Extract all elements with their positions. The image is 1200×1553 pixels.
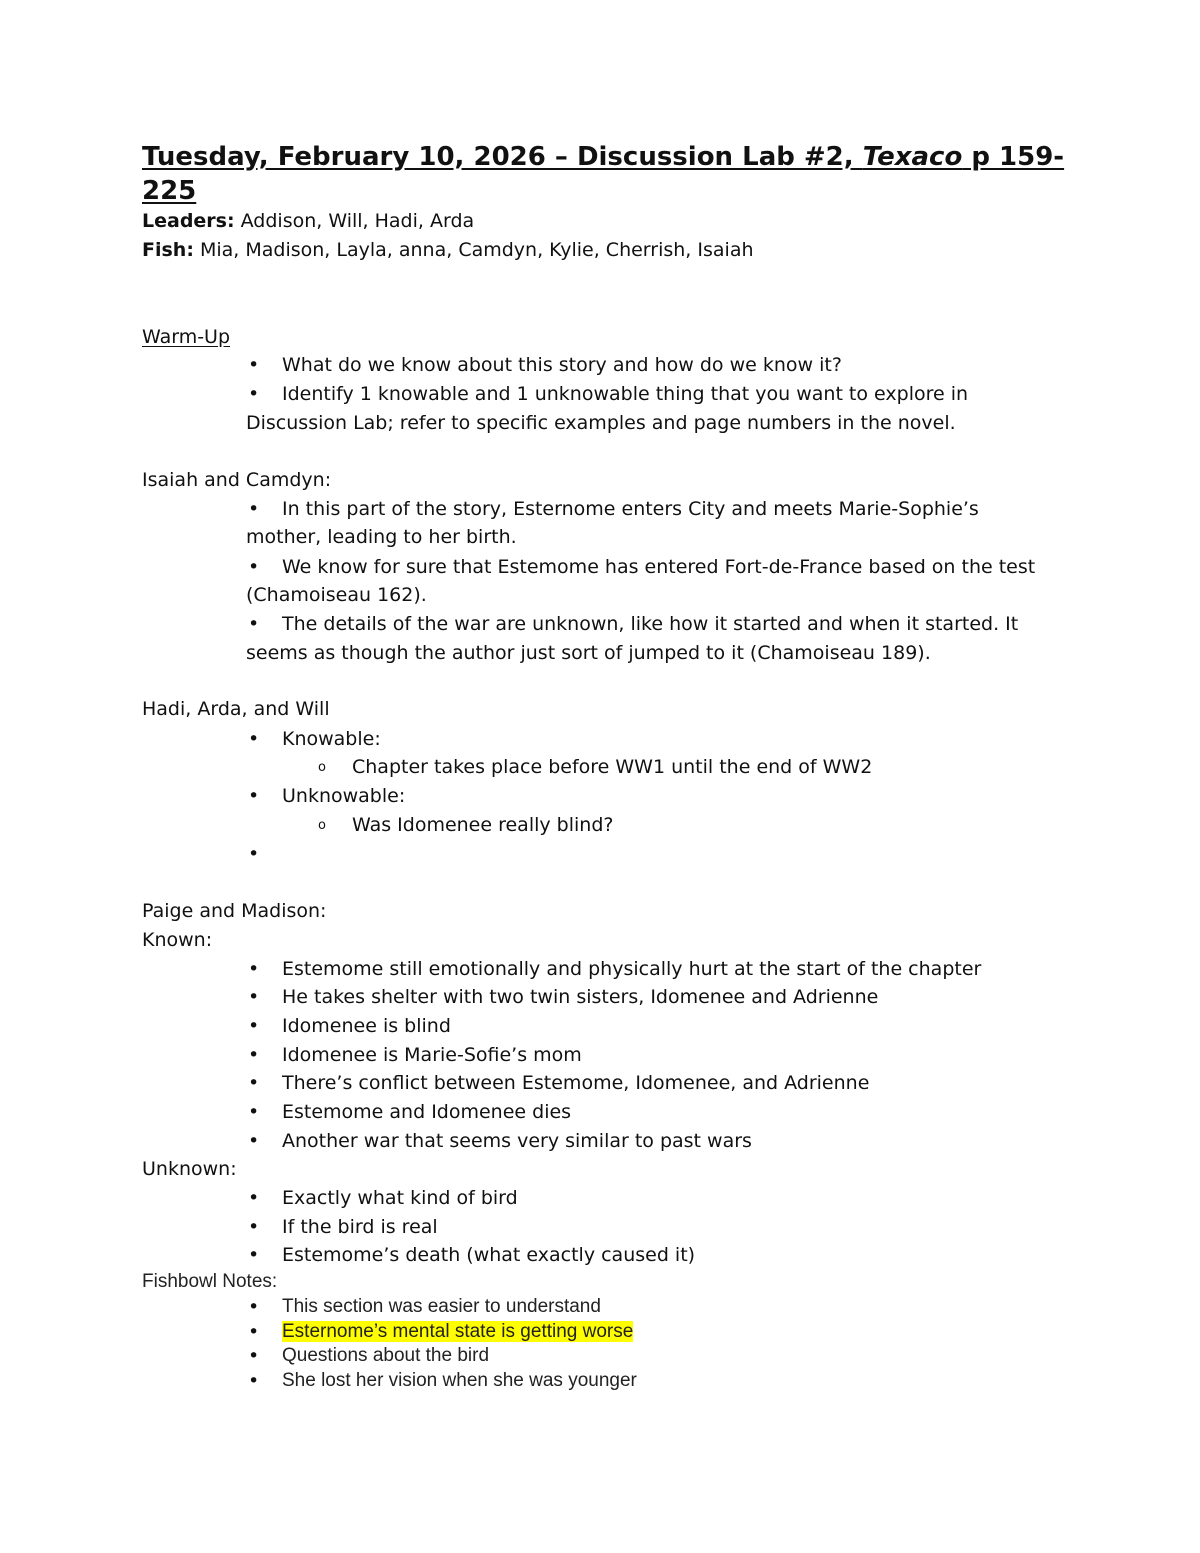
list-item: Exactly what kind of bird — [282, 1187, 518, 1209]
leaders-value: Addison, Will, Hadi, Arda — [234, 210, 475, 232]
list-item: He takes shelter with two twin sisters, Idomenee and Adrienne — [282, 986, 879, 1008]
list-item: This section was easier to understand — [282, 1296, 601, 1317]
list-item: Estemome’s death (what exactly caused it) — [282, 1244, 696, 1266]
list-item: If the bird is real — [282, 1216, 438, 1238]
unknowable-item: Was Idomenee really blind? — [352, 814, 614, 836]
isaiah-camdyn-heading: Isaiah and Camdyn: — [142, 469, 332, 491]
title-book-name: Texaco — [862, 142, 963, 172]
bullet-icon: • — [248, 1321, 260, 1343]
bullet-icon: • — [248, 728, 260, 750]
warmup-heading: Warm-Up — [142, 326, 231, 348]
fish-line — [142, 238, 1062, 262]
list-item: She lost her vision when she was younger — [282, 1370, 637, 1391]
bullet-icon: • — [248, 1101, 260, 1123]
fish-label: Fish: — [142, 239, 194, 261]
sub-bullet-icon: o — [318, 760, 326, 775]
list-item: We know for sure that Estemome has entered Fort-de-France based on the test — [282, 556, 1036, 578]
list-item: In this part of the story, Esternome enters City and meets Marie-Sophie’s — [282, 498, 979, 520]
leaders-label: Leaders: — [142, 210, 235, 232]
bullet-icon: • — [248, 383, 260, 405]
bullet-icon: • — [248, 613, 260, 635]
list-item: Idomenee is blind — [282, 1015, 451, 1037]
list-item: Identify 1 knowable and 1 unknowable thing that you want to explore in — [282, 383, 969, 405]
paige-madison-heading: Paige and Madison: — [142, 900, 327, 922]
bullet-icon: • — [248, 1370, 260, 1392]
bullet-icon: • — [248, 1244, 260, 1266]
bullet-icon: • — [248, 785, 260, 807]
bullet-icon: • — [248, 958, 260, 980]
knowable-item: Chapter takes place before WW1 until the end of WW2 — [352, 756, 873, 778]
list-item-continuation: (Chamoiseau 162). — [246, 584, 427, 606]
bullet-icon: • — [248, 1296, 260, 1318]
list-item: The details of the war are unknown, like how it started and when it started. It — [282, 613, 1019, 635]
list-item: Questions about the bird — [282, 1345, 490, 1366]
bullet-icon: • — [248, 498, 260, 520]
list-item: Idomenee is Marie-Sofie’s mom — [282, 1044, 582, 1066]
list-item-highlighted — [282, 1320, 1062, 1344]
bullet-icon: • — [248, 1044, 260, 1066]
knowable-label: Knowable: — [282, 728, 381, 750]
page-title — [142, 140, 1072, 208]
bullet-icon: • — [248, 843, 260, 865]
fishbowl-heading: Fishbowl Notes: — [142, 1271, 278, 1292]
bullet-icon: • — [248, 556, 260, 578]
list-item-continuation: seems as though the author just sort of jumped to it (Chamoiseau 189). — [246, 642, 931, 664]
unknowable-label: Unknowable: — [282, 785, 406, 807]
bullet-icon: • — [248, 354, 260, 376]
list-item-continuation: mother, leading to her birth. — [246, 526, 517, 548]
bullet-icon: • — [248, 1345, 260, 1367]
bullet-icon: • — [248, 1015, 260, 1037]
known-label: Known: — [142, 929, 213, 951]
bullet-icon: • — [248, 1072, 260, 1094]
title-text: Tuesday, February 10, 2026 – Discussion Lab #2, — [142, 142, 863, 172]
list-item: Estemome and Idomenee dies — [282, 1101, 572, 1123]
hadi-arda-will-heading: Hadi, Arda, and Will — [142, 698, 330, 720]
sub-bullet-icon: o — [318, 818, 326, 833]
leaders-line — [142, 209, 1062, 233]
bullet-icon: • — [248, 1130, 260, 1152]
fish-value: Mia, Madison, Layla, anna, Camdyn, Kylie, Cherrish, Isaiah — [193, 239, 754, 261]
list-item: Estemome still emotionally and physically hurt at the start of the chapter — [282, 958, 982, 980]
bullet-icon: • — [248, 1216, 260, 1238]
list-item: There’s conflict between Estemome, Idomenee, and Adrienne — [282, 1072, 870, 1094]
bullet-icon: • — [248, 986, 260, 1008]
list-item-continuation: Discussion Lab; refer to specific examples and page numbers in the novel. — [246, 412, 956, 434]
list-item: Another war that seems very similar to past wars — [282, 1130, 752, 1152]
highlighted-text: Esternome’s mental state is getting worse — [282, 1321, 634, 1342]
unknown-label: Unknown: — [142, 1158, 237, 1180]
list-item: What do we know about this story and how do we know it? — [282, 354, 842, 376]
bullet-icon: • — [248, 1187, 260, 1209]
title-pages: p 159-225 — [142, 142, 1065, 206]
